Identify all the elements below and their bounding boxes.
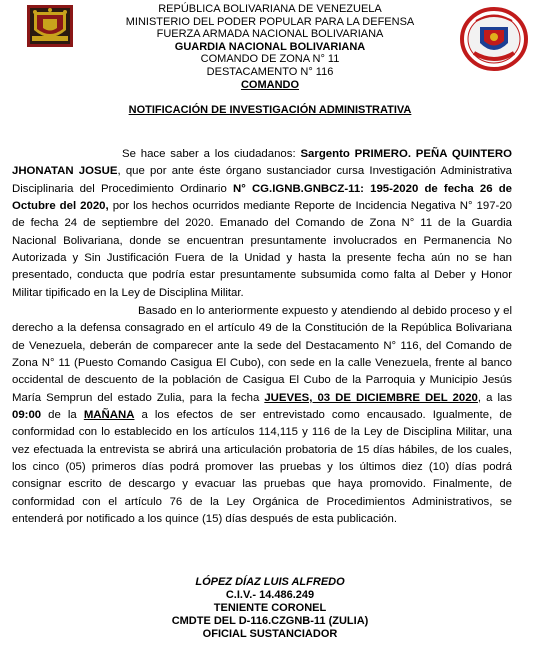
case-number: N° CG.IGNB.GNBCZ-11: 195-2020 de fecha 26 de Octubre del 2020,: [12, 182, 513, 213]
appearance-time: 09:00: [12, 409, 42, 422]
signatory-position: CMDTE DEL D-116.CZGNB-11 (ZULIA): [171, 615, 369, 627]
text-span: , que por ante éste órgano sustanciador cursa Investigación Administrativa Disciplinaria del Procedimiento Ordinario: [12, 165, 513, 195]
signature-block: [0, 576, 540, 641]
paragraph-summons: [12, 303, 512, 528]
signatory-role: OFICIAL SUSTANCIADOR: [202, 628, 338, 640]
text-span: , a las: [477, 391, 513, 404]
signatory-rank: TENIENTE CORONEL: [213, 602, 327, 614]
signatory-name: LÓPEZ DÍAZ LUIS ALFREDO: [195, 576, 345, 588]
appearance-date: JUEVES, 03 DE DICIEMBRE DEL 2020: [264, 391, 478, 404]
text-span: de la: [41, 409, 84, 422]
paragraph-notice: [12, 146, 512, 302]
signatory-id: C.I.V.- 14.486.249: [225, 589, 315, 601]
text-span: a los efectos de ser entrevistado como encausado. Igualmente, de conformidad con lo establecido en los artículos 114,115 y 116 de la Ley de Disciplina Militar, una vez efectuada la entrevista se abrirá una articulación probatoria de 15 días hábiles, de los cuales, los cinco (05) primeros días podrá promover las pruebas y los últimos diez (10) días podrá consignar escrito de descargo y evacuar las pruebas que haya promovido. Finalmente, de conformidad con el artículo 76 de la Ley Orgánica de Procedimientos Administrativos, se entenderá por notificado a los quince (15) días después de esta publicación.: [12, 409, 512, 526]
header-line-republic: REPÚBLICA BOLIVARIANA DE VENEZUELA: [158, 3, 382, 15]
text-span: por los hechos ocurridos mediante Reporte de Incidencia Negativa N° 197-20 de fecha 24 de septiembre del 2020. Emanado del Comando de Zona N° 11 de la Guardia Nacional Bolivariana, donde se encuentran presuntamente involucrados en Permanencia No Autorizada y Sin Justificación Fuera de la Unidad y hasta la presente fecha aún no se han presentado, conducta que podría estar presuntamente subsumida como falta al Deber y Honor Militar tipificado en la Ley de Disciplina Militar.: [12, 200, 512, 299]
document-title: NOTIFICACIÓN DE INVESTIGACIÓN ADMINISTRATIVA: [128, 104, 412, 116]
letterhead: [90, 3, 450, 91]
header-line-fanb: FUERZA ARMADA NACIONAL BOLIVARIANA: [156, 28, 384, 41]
text-span: Se hace saber a los ciudadanos:: [122, 148, 301, 160]
header-line-command: COMANDO: [240, 78, 300, 91]
header-line-ministry: MINISTERIO DEL PODER POPULAR PARA LA DEFENSA: [125, 15, 415, 28]
header-line-detachment: DESTACAMENTO N° 116: [206, 65, 334, 78]
person-name: Sargento PRIMERO. PEÑA QUINTERO JHONATAN JOSUE: [12, 148, 512, 178]
comando-zona-seal-icon: [460, 7, 528, 71]
appearance-period: MAÑANA: [83, 409, 135, 422]
header-line-zone: COMANDO DE ZONA N° 11: [200, 53, 340, 66]
guardia-nacional-shield-icon: [26, 4, 74, 48]
text-span: Basado en lo anteriormente expuesto y atendiendo al debido proceso y el derecho a la defensa consagrado en el artículo 49 de la Constitución de la República Bolivariana de Venezuela, deberán de comparecer ante la sede del Destacamento N° 116, del Comando de Zona N° 11 (Puesto Comando Casigua El Cubo), con sede en la calle Venezuela, frente al banco occidental de descuento de la población de Casigua El Cubo de la Parroquia y Municipio Jesús María Semprun del estado Zulia, para la fecha: [12, 305, 512, 404]
header-line-gnb: GUARDIA NACIONAL BOLIVARIANA: [174, 40, 366, 53]
